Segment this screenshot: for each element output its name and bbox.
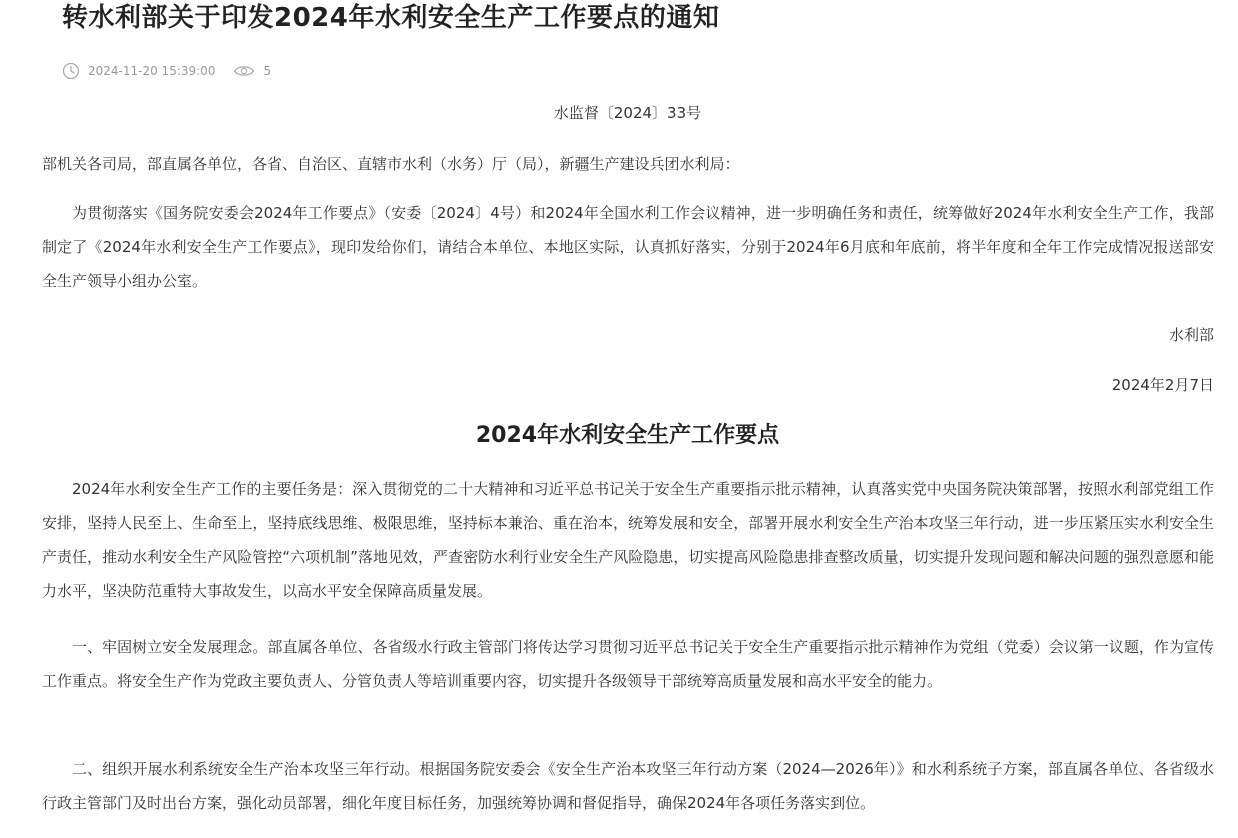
view-count: 5 — [263, 64, 272, 78]
document-number: 水监督〔2024〕33号 — [553, 104, 702, 122]
eye-icon — [233, 64, 255, 78]
body-paragraph-2: 一、牢固树立安全发展理念。部直属各单位、各省级水行政主管部门将传达学习贯彻习近平总书记关于安全生产重要指示批示精神作为党组（党委）会议第一议题，作为宣传工作重点。将安全生产作为党政主要负责人、分管负责人等培训重要内容，切实提升各级领导干部统筹高质量发展和高水平安全的能力。 — [42, 638, 1214, 690]
intro-paragraph: 为贯彻落实《国务院安委会2024年工作要点》（安委〔2024〕4号）和2024年全国水利工作会议精神，进一步明确任务和责任，统筹做好2024年水利安全生产工作，我部制定了《2024年水利安全生产工作要点》，现印发给你们，请结合本单位、本地区实际，认真抓好落实，分别于2024年6月底和年底前，将半年度和全年工作完成情况报送部安全生产领导小组办公室。 — [42, 204, 1214, 290]
article-meta — [62, 60, 271, 82]
signer: 水利部 — [1168, 326, 1214, 344]
body-paragraph-1: 2024年水利安全生产工作的主要任务是：深入贯彻党的二十大精神和习近平总书记关于安全生产重要指示批示精神，认真落实党中央国务院决策部署，按照水利部党组工作安排，坚持人民至上、生命至上，坚持底线思维、极限思维，坚持标本兼治、重在治本，统筹发展和安全，部署开展水利安全生产治本攻坚三年行动，进一步压紧压实水利安全生产责任，推动水利安全生产风险管控“六项机制”落地见效，严查密防水利行业安全生产风险隐患，切实提高风险隐患排查整改质量，切实提升发现问题和解决问题的强烈意愿和能力水平，坚决防范重特大事故发生，以高水平安全保障高质量发展。 — [42, 480, 1214, 600]
sign-date: 2024年2月7日 — [1111, 376, 1214, 394]
publish-datetime: 2024-11-20 15:39:00 — [88, 64, 216, 78]
article-title: 转水利部关于印发2024年水利安全生产工作要点的通知 — [62, 3, 720, 33]
body-paragraph-3: 二、组织开展水利系统安全生产治本攻坚三年行动。根据国务院安委会《安全生产治本攻坚三年行动方案（2024—2026年）》和水利系统子方案，部直属各单位、各省级水行政主管部门及时出台方案，强化动员部署，细化年度目标任务，加强统筹协调和督促指导，确保2024年各项任务落实到位。 — [42, 760, 1214, 812]
clock-icon — [62, 62, 80, 80]
addressee: 部机关各司局，部直属各单位，各省、自治区、直辖市水利（水务）厅（局），新疆生产建设兵团水利局： — [42, 155, 740, 173]
section-heading: 2024年水利安全生产工作要点 — [475, 423, 780, 448]
